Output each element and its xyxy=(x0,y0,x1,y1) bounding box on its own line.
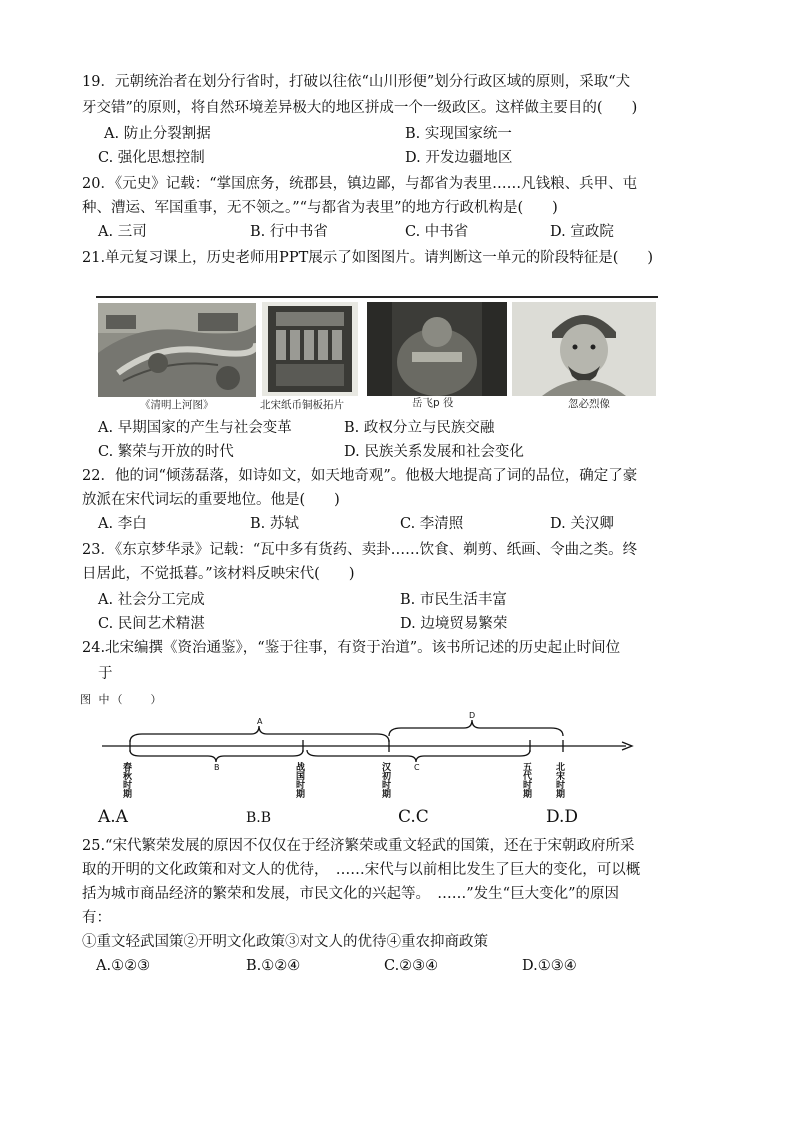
brace-d xyxy=(389,720,563,736)
q21-option-b: B. 政权分立与民族交融 xyxy=(344,420,495,436)
q24-stem-line3: 图 中（ ） xyxy=(80,693,164,706)
q20-stem-line1: 20．《元史》记载：“掌国庶务，统郡县，镇边鄙，与都省为表里……凡钱粮、兵甲、屯 xyxy=(82,176,638,192)
q22-option-b: B. 苏轼 xyxy=(250,516,299,532)
period-label-chunqiu: 春秋时期 xyxy=(121,762,131,798)
q22-stem-line1: 22．他的词“倾荡磊落，如诗如文，如天地奇观”。他极大地提高了词的品位，确定了豪 xyxy=(82,468,638,484)
q24-option-b: B.B xyxy=(246,810,272,826)
q19-stem-line2: 牙交错”的原则，将自然环境差异极大的地区拼成一个一级政区。这样做主要目的( ) xyxy=(82,100,638,116)
q21-option-d: D. 民族关系发展和社会变化 xyxy=(344,444,524,460)
q20-option-c: C. 中书省 xyxy=(405,224,469,240)
q24-timeline xyxy=(96,710,642,802)
q25-statements: ①重文轻武国策②开明文化政策③对文人的优待④重农抑商政策 xyxy=(82,934,488,950)
q19-option-b: B. 实现国家统一 xyxy=(405,126,512,142)
q21-option-c: C. 繁荣与开放的时代 xyxy=(98,444,234,460)
q24-option-d: D.D xyxy=(546,807,579,827)
q24-option-a: A.A xyxy=(98,807,128,827)
segment-label-a: A xyxy=(257,717,263,726)
q25-option-c: C.②③④ xyxy=(384,958,439,974)
kublai-khan-portrait-image xyxy=(512,302,656,396)
q24-stem-line1: 24.北宋编撰《资治通鉴》，“鉴于往事，有资于治道”。该书所记述的历史起止时间位 xyxy=(82,640,621,656)
brace-a xyxy=(130,726,389,742)
period-label-wudai: 五代时期 xyxy=(521,762,531,798)
banknote-rubbing-image xyxy=(262,302,358,396)
q24-option-c: C.C xyxy=(398,807,429,827)
q25-option-d: D.①③④ xyxy=(522,958,577,974)
segment-label-b: B xyxy=(214,763,220,772)
q19-option-c: C. 强化思想控制 xyxy=(98,150,205,166)
q20-option-a: A. 三司 xyxy=(98,224,147,240)
statue-image xyxy=(367,302,507,396)
brace-c xyxy=(307,750,530,762)
q23-option-a: A. 社会分工完成 xyxy=(98,592,205,608)
image-strip-top-rule xyxy=(96,296,658,298)
q22-option-a: A. 李白 xyxy=(98,516,147,532)
q25-stem-line1: 25.“宋代繁荣发展的原因不仅仅在于经济繁荣或重文轻武的国策，还在于宋朝政府所采 xyxy=(82,838,635,854)
period-label-zhanguo: 战国时期 xyxy=(294,762,304,798)
q23-option-b: B. 市民生活丰富 xyxy=(400,592,507,608)
q25-stem-line3: 括为城市商品经济的繁荣和发展，市民文化的兴起等。 ……”发生“巨大变化”的原因 xyxy=(82,886,619,902)
q22-stem-line2: 放派在宋代词坛的重要地位。他是( ) xyxy=(82,492,340,508)
caption-kublai: 忽必烈像 xyxy=(568,398,610,410)
q24-stem-line2: 于 xyxy=(98,666,113,682)
q19-option-a: A. 防止分裂割据 xyxy=(104,126,211,142)
q25-stem-line4: 有： xyxy=(82,910,111,926)
segment-label-c: C xyxy=(414,763,420,772)
q19-option-d: D. 开发边疆地区 xyxy=(405,150,513,166)
q20-option-b: B. 行中书省 xyxy=(250,224,328,240)
q23-stem-line1: 23．《东京梦华录》记载：“瓦中多有货药、卖卦……饮食、剃剪、纸画、令曲之类。终 xyxy=(82,542,638,558)
q23-stem-line2: 日居此，不觉抵暮。”该材料反映宋代( ) xyxy=(82,566,355,582)
period-label-hanchu: 汉初时期 xyxy=(380,762,390,798)
q19-stem-line1: 19．元朝统治者在划分行省时，打破以往依“山川形便”划分行政区域的原则，采取“犬 xyxy=(82,74,631,90)
q23-option-d: D. 边境贸易繁荣 xyxy=(400,616,508,632)
q22-option-d: D. 关汉卿 xyxy=(550,516,614,532)
brace-b xyxy=(130,750,303,762)
q23-option-c: C. 民间艺术精湛 xyxy=(98,616,205,632)
caption-banknote: 北宋纸币铜板拓片 xyxy=(260,399,344,411)
q25-stem-line2: 取的开明的文化政策和对文人的优待， ……宋代与以前相比发生了巨大的变化，可以概 xyxy=(82,862,641,878)
caption-qingming: 《清明上河图》 xyxy=(140,399,214,411)
segment-label-d: D xyxy=(469,711,476,720)
period-label-beisong: 北宋时期 xyxy=(554,762,564,798)
q20-stem-line2: 种、漕运、军国重事，无不领之。”“与都省为表里”的地方行政机构是( ) xyxy=(82,200,558,216)
q22-option-c: C. 李清照 xyxy=(400,516,464,532)
q20-option-d: D. 宣政院 xyxy=(550,224,614,240)
q21-option-a: A. 早期国家的产生与社会变革 xyxy=(98,420,292,436)
caption-statue: 岳飞p 役 xyxy=(412,397,454,409)
q25-option-b: B.①②④ xyxy=(246,958,301,974)
q21-stem: 21.单元复习课上，历史老师用PPT展示了如图图片。请判断这一单元的阶段特征是( ) xyxy=(82,250,654,266)
qingming-painting-image xyxy=(98,303,256,397)
q25-option-a: A.①②③ xyxy=(96,958,151,974)
